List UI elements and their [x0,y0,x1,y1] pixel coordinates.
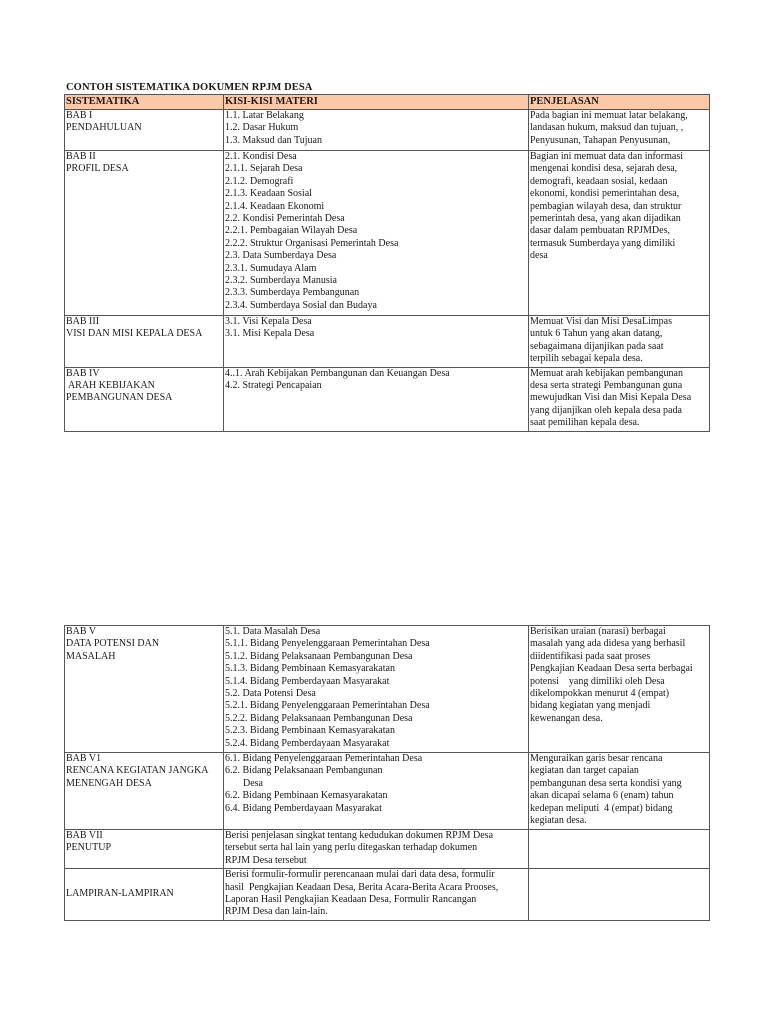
bab-6-penjelasan-cell [529,753,710,830]
table-row-bab-7 [65,830,710,869]
kisi-item: 2.1.3. Keadaan Sosial [225,188,312,200]
header-sistematika: SISTEMATIKA [65,95,224,110]
bab-1-kisi-cell [224,110,529,151]
lampiran-kisi-cell [224,869,529,921]
penjelasan-line: kegiatan desa. [530,815,587,827]
bab-4-title: PEMBANGUNAN DESA [66,392,173,404]
kisi-item: 1.3. Maksud dan Tujuan [225,134,322,146]
kisi-item: 6.4. Bidang Pemberdayaan Masyarakat [225,802,382,814]
penjelasan-line: akan dicapai selama 6 (enam) tahun [530,790,674,802]
kisi-item: 2.2. Kondisi Pemerintah Desa [225,213,345,225]
bab-1-sistematika-cell [65,110,224,151]
kisi-item: 1.2. Dasar Hukum [225,122,299,134]
bab-7-sistematika-cell [65,830,224,869]
kisi-item: 2.2.1. Pembagaian Wilayah Desa [225,225,358,237]
penjelasan-line: landasan hukum, maksud dan tujuan, , [530,122,684,134]
kisi-item: Desa [243,777,263,789]
kisi-item: 5.2.4. Bidang Pemberdayaan Masyarakat [225,737,390,749]
kisi-item: 4.2. Strategi Pencapaian [225,380,322,392]
table-row-bab-6 [65,753,710,830]
table-row-bab-1 [65,110,710,151]
penjelasan-line: yang dijanjikan oleh kepala desa pada [530,404,682,416]
bab-7-kisi-cell [224,830,529,869]
bab-4-penjelasan-cell [529,367,710,431]
penjelasan-line: kewenangan desa. [530,712,603,724]
penjelasan-line: saat pemilihan kepala desa. [530,417,640,429]
kisi-item: 3.1. Visi Kepala Desa [225,316,312,327]
bab-3-title: VISI DAN MISI KEPALA DESA [66,328,203,340]
penjelasan-line: Memuat Visi dan Misi DesaLimpas [530,316,672,327]
kisi-item: 6.1. Bidang Penyelenggaraan Pemerintahan Desa [225,753,423,764]
kisi-item: 2.1.2. Demografi [225,175,294,187]
penjelasan-line: sebagaimana dijanjikan pada saat [530,340,664,352]
bab-1-number: BAB I [66,110,93,121]
penjelasan-line: untuk 6 Tahun yang akan datang, [530,328,663,340]
penjelasan-line: Pada bagian ini memuat latar belakang, [530,110,688,121]
bab-3-number: BAB III [66,316,100,327]
table-row-bab-5 [65,626,710,753]
kisi-text-line: Berisi formulir-formulir perencanaan mulai dari data desa, formulir [225,869,495,881]
bab-2-number: BAB II [66,151,96,162]
penjelasan-line: termasuk Sumberdaya yang dimiliki [530,237,676,249]
penjelasan-line: diidentifikasi pada saat proses [530,650,651,662]
kisi-item: 5.1. Data Masalah Desa [225,626,321,637]
table-row-bab-3 [65,316,710,368]
penjelasan-line: Memuat arah kebijakan pembangunan [530,367,683,379]
penjelasan-line: bidang kegiatan yang menjadi [530,700,651,712]
kisi-item: 4..1. Arah Kebijakan Pembangunan dan Keuangan Desa [225,367,450,379]
lampiran-sistematika-cell [65,869,224,921]
bab-6-sistematika-cell [65,753,224,830]
kisi-item: 5.2.3. Bidang Pembinaan Kemasyarakatan [225,725,395,737]
penjelasan-line: Menguraikan garis besar rencana [530,753,663,764]
bab-7-number: BAB VII [66,830,103,841]
bab-1-title: PENDAHULUAN [66,122,142,134]
bab-7-title: PENUTUP [66,842,112,854]
bab-5-kisi-cell [224,626,529,753]
bab-3-penjelasan-cell [529,316,710,368]
penjelasan-line: masalah yang ada didesa yang berhasil [530,638,686,650]
kisi-item: 2.3. Data Sumberdaya Desa [225,250,337,262]
bab-5-penjelasan-cell [529,626,710,753]
bab-2-title: PROFIL DESA [66,163,129,175]
lampiran-penjelasan-cell [529,869,710,921]
bab-6-number: BAB V1 [66,753,102,764]
penjelasan-line: pemerintah desa, yang akan dijadikan [530,213,681,225]
kisi-item: 3.1. Misi Kepala Desa [225,328,315,340]
bab-2-sistematika-cell [65,151,224,316]
bab-4-title: ARAH KEBIJAKAN [66,380,155,392]
penjelasan-line: mengenai kondisi desa, sejarah desa, [530,163,678,175]
kisi-item: 2.1.1. Sejarah Desa [225,163,303,175]
header-penjelasan: PENJELASAN [529,95,710,110]
lampiran-title: LAMPIRAN-LAMPIRAN [66,888,174,900]
penjelasan-line: kegiatan dan target capaian [530,765,639,777]
penjelasan-line: potensi yang dimiliki oleh Desa [530,675,665,687]
bab-2-penjelasan-cell [529,151,710,316]
penjelasan-line: dasar dalam pembuatan RPJMDes, [530,225,670,237]
document-title: CONTOH SISTEMATIKA DOKUMEN RPJM DESA [66,82,313,93]
bab-1-penjelasan-cell [529,110,710,151]
kisi-text-line: Berisi penjelasan singkat tentang kedudukan dokumen RPJM Desa [225,830,494,841]
penjelasan-line: desa [530,250,548,262]
kisi-item: 5.2.2. Bidang Pelaksanaan Pembangunan Desa [225,712,413,724]
kisi-text-line: hasil Pengkajian Keadaan Desa, Berita Acara-Berita Acara Prooses, [225,881,499,893]
bab-6-title: RENCANA KEGIATAN JANGKA [66,765,209,777]
kisi-item: 5.1.1. Bidang Penyelenggaraan Pemerintahan Desa [225,638,430,650]
kisi-item: 5.2.1. Bidang Penyelenggaraan Pemerintahan Desa [225,700,430,712]
kisi-item: 2.2.2. Struktur Organisasi Pemerintah Desa [225,237,399,249]
sistematika-table-part-2 [64,625,710,921]
table-header-row [65,95,710,110]
penjelasan-line: Pengkajian Keadaan Desa serta berbagai [530,663,693,675]
bab-4-number: BAB IV [66,367,100,379]
penjelasan-line: mewujudkan Visi dan Misi Kepala Desa [530,392,692,404]
kisi-item: 6.2. Bidang Pelaksanaan Pembangunan [225,765,383,777]
bab-5-title: MASALAH [66,650,116,662]
penjelasan-line: Bagian ini memuat data dan informasi [530,151,684,162]
header-kisi-kisi-materi: KISI-KISI MATERI [224,95,529,110]
bab-5-number: BAB V [66,626,97,637]
kisi-text-line: RPJM Desa tersebut [225,854,307,866]
sistematika-table-part-1 [64,94,710,432]
kisi-item: 2.1.4. Keadaan Ekonomi [225,200,325,212]
penjelasan-line: demografi, keadaan sosial, kedaan [530,175,668,187]
bab-7-penjelasan-cell [529,830,710,869]
kisi-item: 2.3.1. Sumudaya Alam [225,262,317,274]
kisi-item: 6.2. Bidang Pembinaan Kemasyarakatan [225,790,388,802]
bab-6-title: MENENGAH DESA [66,777,152,789]
table-row-lampiran [65,869,710,921]
penjelasan-line: pembangunan desa serta kondisi yang [530,777,682,789]
table-row-bab-4 [65,367,710,431]
kisi-item: 5.1.4. Bidang Pemberdayaan Masyarakat [225,675,390,687]
penjelasan-line: dikelompokkan menurut 4 (empat) [530,688,670,700]
kisi-text-line: tersebut serta hal lain yang perlu ditegaskan terhadap dokumen [225,842,478,854]
penjelasan-line: terpilih sebagai kepala desa. [530,353,643,365]
bab-3-kisi-cell [224,316,529,368]
table-row-bab-2 [65,151,710,316]
penjelasan-line: kedepan meliputi 4 (empat) bidang [530,802,673,814]
bab-3-sistematika-cell [65,316,224,368]
penjelasan-line: desa serta strategi Pembangunan guna [530,380,683,392]
penjelasan-line: Berisikan uraian (narasi) berbagai [530,626,666,637]
kisi-item: 2.3.2. Sumberdaya Manusia [225,275,337,287]
bab-6-kisi-cell [224,753,529,830]
kisi-item: 5.2. Data Potensi Desa [225,688,316,700]
kisi-item: 5.1.2. Bidang Pelaksanaan Pembangunan Desa [225,650,413,662]
kisi-text-line: RPJM Desa dan lain-lain. [225,906,328,918]
penjelasan-line: Penyusunan, Tahapan Penyusunan, [530,134,671,146]
bab-5-sistematika-cell [65,626,224,753]
bab-2-kisi-cell [224,151,529,316]
kisi-item: 2.3.3. Sumberdaya Pembangunan [225,287,360,299]
bab-5-title: DATA POTENSI DAN [66,638,160,650]
kisi-text-line: Laporan Hasil Pengkajian Keadaan Desa, Formulir Rancangan [225,894,477,906]
bab-4-sistematika-cell [65,367,224,431]
kisi-item: 2.1. Kondisi Desa [225,151,297,162]
bab-4-kisi-cell [224,367,529,431]
penjelasan-line: pembagian wilayah desa, dan struktur [530,200,682,212]
penjelasan-line: ekonomi, kondisi pemerintahan desa, [530,188,680,200]
kisi-item: 2.3.4. Sumberdaya Sosial dan Budaya [225,299,377,311]
kisi-item: 1.1. Latar Belakang [225,110,304,121]
kisi-item: 5.1.3. Bidang Pembinaan Kemasyarakatan [225,663,395,675]
